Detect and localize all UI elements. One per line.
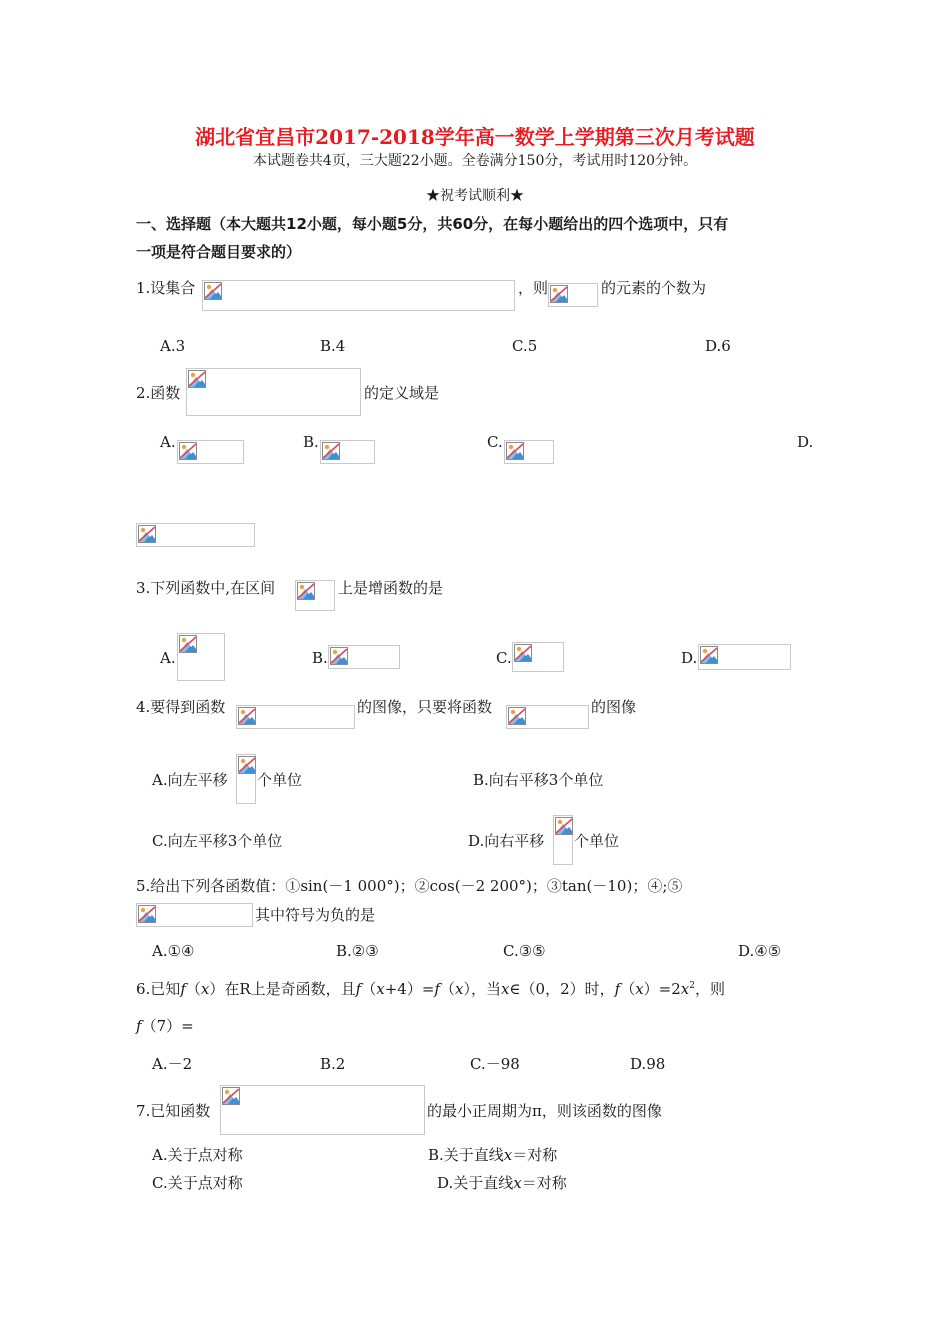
section-heading-line2: 一项是符合题目要求的） <box>136 243 302 261</box>
q6-text: ），当 <box>463 980 501 998</box>
exam-title: 湖北省宜昌市2017-2018学年高一数学上学期第三次月考试题 <box>195 125 755 149</box>
q3-option-a-image <box>177 633 225 681</box>
q6-var: f <box>355 980 362 998</box>
broken-image-icon <box>330 647 348 665</box>
broken-image-icon <box>555 817 573 835</box>
q6-option-d: D.98 <box>630 1055 666 1073</box>
q3-option-c: C. <box>496 649 512 667</box>
broken-image-icon <box>179 635 197 653</box>
q6-text: （ <box>185 980 201 998</box>
q6-text: ）=2 <box>643 980 681 998</box>
q2-option-a-image <box>177 440 244 464</box>
q6-line2 <box>136 1016 194 1036</box>
q2-suffix: 的定义域是 <box>364 384 440 402</box>
broken-image-icon <box>188 370 206 388</box>
q7-option-d <box>437 1173 567 1193</box>
q3-interval-image <box>295 580 335 611</box>
broken-image-icon <box>179 442 197 460</box>
q7-function-image <box>220 1085 425 1135</box>
q6-text: （ <box>361 980 377 998</box>
q7-option-b <box>428 1145 557 1165</box>
q1-option-c: C.5 <box>512 337 538 355</box>
broken-image-icon <box>297 582 315 600</box>
q1-option-d: D.6 <box>705 337 731 355</box>
q2-option-b-image <box>320 440 375 464</box>
q5-item5-image <box>136 903 253 927</box>
q3-option-d-image <box>698 644 791 670</box>
q6-line1 <box>136 976 725 999</box>
q6-var: x <box>680 980 690 998</box>
exam-intro: 本试题卷共4页，三大题22小题。全卷满分150分，考试用时120分钟。 <box>252 153 698 169</box>
q7-text: ＝对称 <box>512 1146 558 1164</box>
q7-prefix: 7.已知函数 <box>136 1102 211 1120</box>
broken-image-icon <box>700 646 718 664</box>
broken-image-icon <box>238 707 256 725</box>
q2-option-a: A. <box>160 433 176 451</box>
q5-option-a: A.①④ <box>152 942 195 960</box>
q4-target-function-image <box>236 705 355 729</box>
q3-option-d: D. <box>681 649 698 667</box>
q3-option-a: A. <box>160 649 176 667</box>
q6-text: （ <box>620 980 636 998</box>
q6-text: ∈（0，2）时， <box>509 980 615 998</box>
broken-image-icon <box>550 285 568 303</box>
q4-option-a-image <box>236 754 256 804</box>
q6-text: （ <box>439 980 455 998</box>
q1-option-a: A.3 <box>160 337 186 355</box>
q6-text: ）在R上是奇函数，且 <box>209 980 356 998</box>
q5-line1: 5.给出下列各函数值：①sin(－1 000°)；②cos(－2 200°)；③tan(－10)；④;⑤ <box>136 877 683 895</box>
q6-var: x <box>454 980 464 998</box>
q4-option-a-suffix: 个单位 <box>257 771 303 789</box>
q4-option-d-suffix: 个单位 <box>574 832 620 850</box>
q6-var: x <box>635 980 644 998</box>
broken-image-icon <box>514 644 532 662</box>
q6-option-c: C.－98 <box>470 1055 520 1073</box>
q4-option-b: B.向右平移3个单位 <box>473 771 604 789</box>
q4-option-d-image <box>553 815 573 865</box>
q1-prefix: 1.设集合 <box>136 279 196 297</box>
q6-text: +4）= <box>384 980 435 998</box>
q4-option-c: C.向左平移3个单位 <box>152 832 283 850</box>
q3-option-c-image <box>512 642 564 672</box>
q6-var: f <box>434 980 440 998</box>
q6-var: x <box>376 980 385 998</box>
broken-image-icon <box>322 442 340 460</box>
q7-text: D.关于直线 <box>437 1174 514 1192</box>
q6-option-b: B.2 <box>320 1055 346 1073</box>
broken-image-icon <box>204 282 222 300</box>
q2-option-d: D. <box>797 433 814 451</box>
broken-image-icon <box>138 905 156 923</box>
q4-option-a-prefix: A.向左平移 <box>152 771 228 789</box>
q6-text: ，则 <box>695 980 726 998</box>
q2-option-d-image <box>136 523 255 547</box>
broken-image-icon <box>506 442 524 460</box>
q6-text: 6.已知 <box>136 980 181 998</box>
q7-option-c: C.关于点对称 <box>152 1174 243 1192</box>
q7-suffix: 的最小正周期为π，则该函数的图像 <box>427 1102 662 1120</box>
q1-mid: ，则 <box>518 279 549 297</box>
broken-image-icon <box>238 756 256 774</box>
q2-option-c-image <box>504 440 554 464</box>
q7-option-a: A.关于点对称 <box>152 1146 243 1164</box>
q3-suffix: 上是增函数的是 <box>338 579 444 597</box>
q4-option-d-prefix: D.向右平移 <box>468 832 545 850</box>
q6-var: x <box>500 980 510 998</box>
q4-source-function-image <box>506 705 589 729</box>
blessing-line: ★祝考试顺利★ <box>426 188 524 204</box>
q7-var: x <box>513 1174 522 1192</box>
q6-var: f <box>136 1017 142 1035</box>
q5-option-b: B.②③ <box>336 942 379 960</box>
q6-var: x <box>200 980 210 998</box>
q6-option-a: A.－2 <box>152 1055 193 1073</box>
q4-suffix: 的图像 <box>591 698 637 716</box>
q1-option-b: B.4 <box>320 337 346 355</box>
q2-option-b: B. <box>303 433 319 451</box>
q7-text: ＝对称 <box>521 1174 567 1192</box>
q2-function-image <box>186 368 361 416</box>
q3-option-b: B. <box>312 649 328 667</box>
q6-var: f <box>180 980 186 998</box>
q5-option-d: D.④⑤ <box>738 942 782 960</box>
q7-text: B.关于直线 <box>428 1146 504 1164</box>
q5-suffix: 其中符号为负的是 <box>255 906 376 924</box>
q1-expression-image <box>548 283 598 307</box>
q5-option-c: C.③⑤ <box>503 942 546 960</box>
q2-prefix: 2.函数 <box>136 384 181 402</box>
q6-var: f <box>614 980 621 998</box>
q6-exponent: 2 <box>689 981 695 991</box>
q6-text: （7）= <box>141 1017 194 1035</box>
broken-image-icon <box>138 525 156 543</box>
broken-image-icon <box>508 707 526 725</box>
section-heading-line1: 一、选择题（本大题共12小题，每小题5分，共60分，在每小题给出的四个选项中，只有 <box>136 215 729 233</box>
q4-mid: 的图像，只要将函数 <box>357 698 493 716</box>
q1-set-formula-image <box>202 280 515 311</box>
broken-image-icon <box>222 1087 240 1105</box>
q3-option-b-image <box>328 645 400 669</box>
q7-var: x <box>503 1146 513 1164</box>
q4-prefix: 4.要得到函数 <box>136 698 226 716</box>
q1-suffix: 的元素的个数为 <box>601 279 707 297</box>
q2-option-c: C. <box>487 433 503 451</box>
q3-prefix: 3.下列函数中,在区间 <box>136 579 276 597</box>
